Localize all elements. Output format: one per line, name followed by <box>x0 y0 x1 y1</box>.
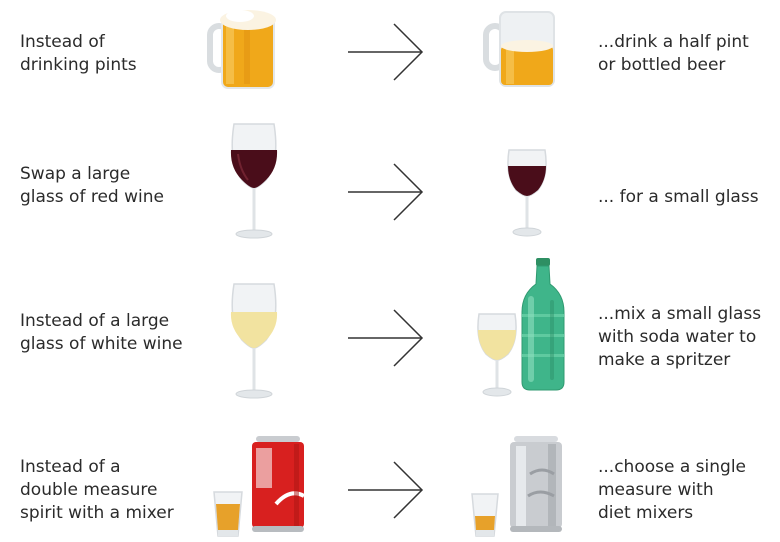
large-white-wine-glass-icon <box>226 282 282 400</box>
cola-can-icon <box>250 434 306 534</box>
diet-mixer-can-icon <box>508 434 564 534</box>
small-red-wine-glass-icon <box>504 146 550 240</box>
arrow-right-icon <box>346 22 426 82</box>
beer-pint-mug-icon <box>200 8 282 90</box>
small-white-wine-glass-icon <box>474 310 520 400</box>
beer-half-pint-mug-icon <box>480 8 562 88</box>
row-white-wine-right-text: ...mix a small glass with soda water to make a spritzer <box>598 304 762 370</box>
spirit-shot-glass-icon <box>470 492 500 538</box>
spirit-shot-glass-icon <box>212 490 244 538</box>
arrow-right-icon <box>346 460 426 520</box>
row-white-wine-left-text: Instead of a large glass of white wine <box>20 311 183 354</box>
row-red-wine-left-text: Swap a large glass of red wine <box>20 164 164 207</box>
row-spirit-left-text: Instead of a double measure spirit with a mixer <box>20 457 174 523</box>
arrow-right-icon <box>346 308 426 368</box>
row-red-wine-right-text: ... for a small glass <box>598 187 759 207</box>
arrow-right-icon <box>346 162 426 222</box>
row-spirit-right-text: ...choose a single measure with diet mixers <box>598 457 747 523</box>
large-red-wine-glass-icon <box>226 122 282 240</box>
soda-water-bottle-icon <box>518 256 568 392</box>
row-beer-left-text: Instead of drinking pints <box>20 32 137 75</box>
row-beer-right-text: ...drink a half pint or bottled beer <box>598 32 749 75</box>
